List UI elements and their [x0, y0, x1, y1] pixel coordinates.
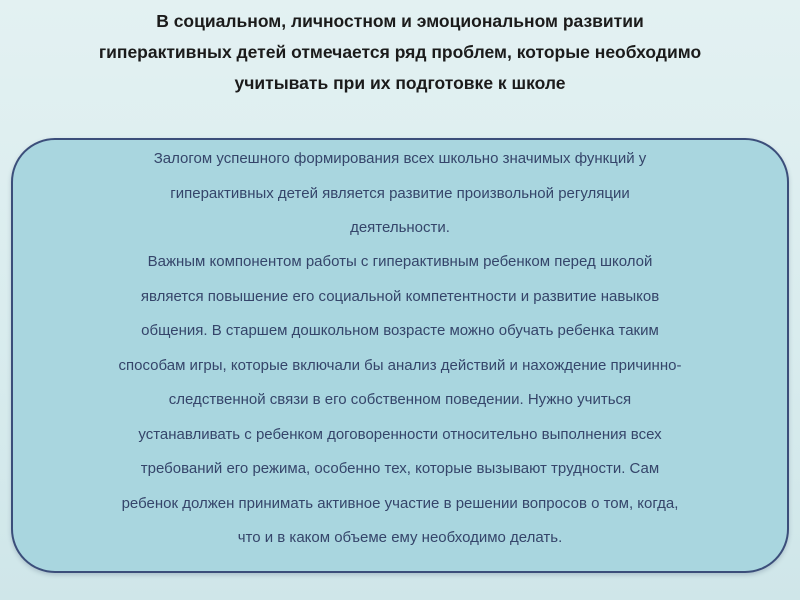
text-line: деятельности. [350, 219, 450, 236]
text-line: гиперактивных детей является развитие произвольной регуляции [170, 184, 630, 202]
paragraph-social-competence [13, 245, 787, 556]
slide-title-line: учитывать при их подготовке к школе [234, 73, 566, 93]
slide-title [10, 6, 790, 99]
text-line: является повышение его социальной компетентности и развитие навыков [140, 287, 660, 305]
text-line: следственной связи в его собственном поведении. Нужно учиться [168, 391, 632, 408]
text-line: Залогом успешного формирования всех школьно значимых функций у [153, 150, 647, 167]
slide-title-line: В социальном, личностном и эмоциональном развитии [156, 11, 644, 31]
text-line: требований его режима, особенно тех, которые вызывают трудности. Сам [140, 460, 660, 477]
content-box [11, 138, 789, 573]
slide-title-line: гиперактивных детей отмечается ряд проблем, которые необходимо [98, 42, 702, 62]
text-line: что и в каком объеме ему необходимо делать. [237, 529, 563, 546]
text-line: устанавливать с ребенком договоренности относительно выполнения всех [138, 425, 662, 443]
text-line: ребенок должен принимать активное участие в решении вопросов о том, когда, [121, 494, 679, 512]
text-line: Важным компонентом работы с гиперактивным ребенком перед школой [147, 253, 653, 270]
paragraph-self-regulation [13, 142, 787, 246]
text-line: способам игры, которые включали бы анализ действий и нахождение причинно- [118, 356, 682, 374]
text-line: общения. В старшем дошкольном возрасте можно обучать ребенка таким [141, 322, 659, 339]
